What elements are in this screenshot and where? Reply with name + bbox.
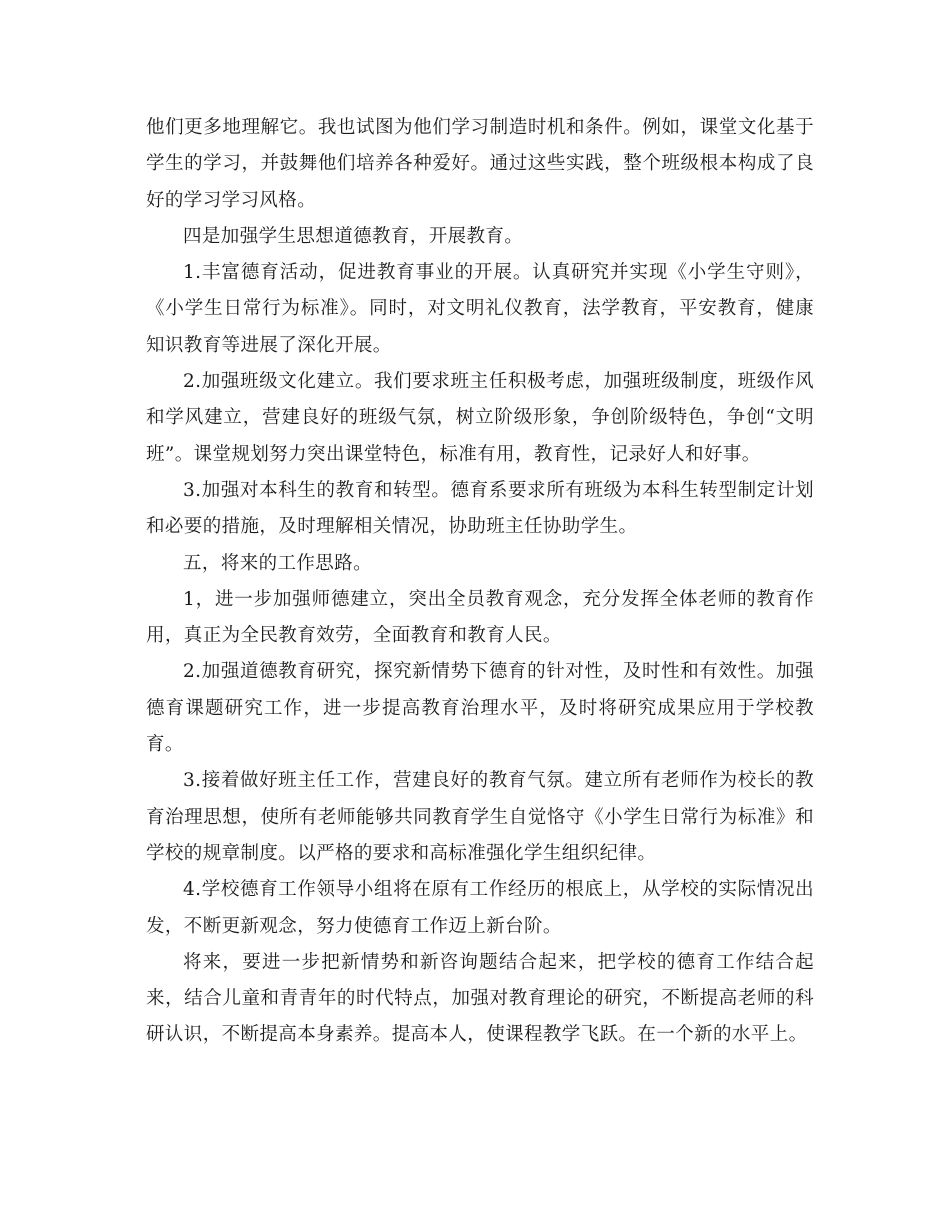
- paragraph-item-2: 2.加强班级文化建立。我们要求班主任积极考虑，加强班级制度，班级作风和学风建立，营建良好的班级气氛，树立阶级形象，争创阶级特色，争创“文明班”。课堂规划努力突出课堂特色，标准有用，教育性，记录好人和好事。: [146, 371, 814, 465]
- section-heading-four: 四是加强学生思想道德教育，开展教育。: [183, 225, 524, 247]
- paragraph-conclusion: 将来，要进一步把新情势和新咨询题结合起来，把学校的德育工作结合起来，结合儿童和青青年的时代特点，加强对教育理论的研究，不断提高老师的科研认识，不断提高本身素养。提高本人，使课程教学飞跃。在一个新的水平上。: [146, 951, 814, 1046]
- paragraph-plan-1: 1，进一步加强师德建立，突出全员教育观念，充分发挥全体老师的教育作用，真正为全民教育效劳，全面教育和教育人民。: [146, 588, 814, 647]
- paragraph-plan-4: 4.学校德育工作领导小组将在原有工作经历的根底上，从学校的实际情况出发，不断更新观念，努力使德育工作迈上新台阶。: [146, 879, 814, 937]
- paragraph-continued: 他们更多地理解它。我也试图为他们学习制造时机和条件。例如，课堂文化基于学生的学习，并鼓舞他们培养各种爱好。通过这些实践，整个班级根本构成了良好的学习学习风格。: [146, 117, 814, 211]
- paragraph-item-3: 3.加强对本科生的教育和转型。德育系要求所有班级为本科生转型制定计划和必要的措施，及时理解相关情况，协助班主任协助学生。: [146, 479, 814, 538]
- paragraph-item-1: 1.丰富德育活动，促进教育事业的开展。认真研究并实现《小学生守则》，《小学生日常行为标准》。同时，对文明礼仪教育，法学教育，平安教育，健康知识教育等进展了深化开展。: [146, 262, 814, 356]
- paragraph-plan-2: 2.加强道德教育研究，探究新情势下德育的针对性，及时性和有效性。加强德育课题研究工作，进一步提高教育治理水平，及时将研究成果应用于学校教育。: [146, 661, 814, 756]
- paragraph-plan-3: 3.接着做好班主任工作，营建良好的教育气氛。建立所有老师作为校长的教育治理思想，使所有老师能够共同教育学生自觉恪守《小学生日常行为标准》和学校的规章制度。以严格的要求和高标准强化学生组织纪律。: [146, 770, 814, 864]
- document-body: [146, 110, 814, 1054]
- section-heading-five: 五，将来的工作思路。: [183, 552, 373, 574]
